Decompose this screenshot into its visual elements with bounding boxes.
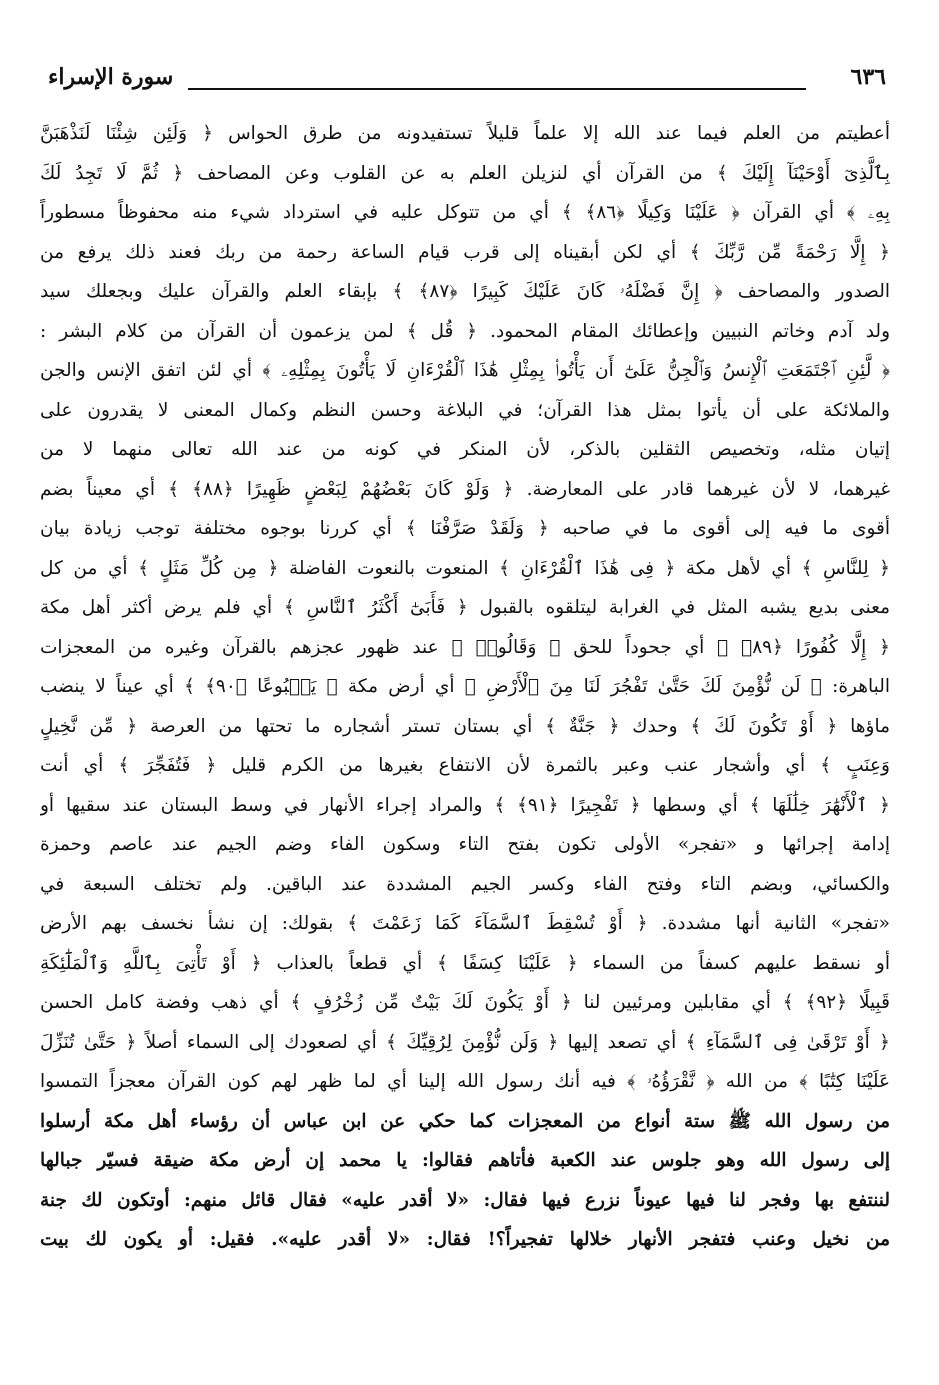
text-line: قَبِيلًا ﴿٩٢﴾ ﴾ أي مقابلين ومرئيين لنا ﴿ أَوْ يَكُونَ لَكَ بَيْتٌ مِّن زُخْرُفٍ ﴾ أي ذهب وفضة كامل الحسن bbox=[40, 992, 890, 1013]
text-line: إتيان مثله، وتخصيص الثقلين بالذكر، لأن المنكر في كونه من عند الله تعالى منهما لا من bbox=[40, 439, 890, 460]
text-line: وَعِنَبٍ ﴾ أي وأشجار عنب وعبر بالثمرة لأن الانتفاع بغيرها من الكرم قليل ﴿ فَتُفَجِّرَ ﴾ أي أنت bbox=[40, 755, 890, 776]
body-text bbox=[40, 114, 890, 1260]
text-line: من نخيل وعنب فتفجر الأنهار خلالها تفجيراً؟! فقال: «لا أقدر عليه». فقيل: أو يكون لك بيت bbox=[40, 1229, 890, 1250]
text-line: أقوى ما فيه إلى أقوى ما في صاحبه ﴿ وَلَقَدْ صَرَّفْنَا ﴾ أي كررنا بوجوه مختلفة توجب زيادة بيان bbox=[40, 518, 890, 539]
text-line: أعطيتم من العلم فيما عند الله إلا علماً قليلاً تستفيدونه من طرق الحواس ﴿ وَلَئِن شِئْنَا لَنَذْهَبَنَّ bbox=[40, 123, 890, 144]
text-line: ﴿ أَوْ تَرْقَىٰ فِى ٱلسَّمَآءِ ﴾ أي تصعد إليها ﴿ وَلَن نُّؤْمِنَ لِرُقِيِّكَ ﴾ أي لصعودك إلى السماء أصلاً ﴿ حَتَّىٰ تُنَزِّلَ bbox=[40, 1031, 890, 1053]
text-line: من رسول الله ﷺ ستة أنواع من المعجزات كما حكي عن ابن عباس أن رؤساء أهل مكة أرسلوا bbox=[40, 1110, 890, 1132]
text-line: غيرهما، لا لأن غيرهما قادر على المعارضة. ﴿ وَلَوْ كَانَ بَعْضُهُمْ لِبَعْضٍ ظَهِيرًا ﴿٨٨﴾ ﴾ أي معيناً بضم bbox=[40, 478, 890, 500]
text-line: إدامة إجرائها و «تفجر» الأولى تكون بفتح التاء وسكون الفاء وضم الجيم عند عاصم وحمزة bbox=[40, 834, 890, 855]
text-line: ماؤها ﴿ أَوْ تَكُونَ لَكَ ﴾ وحدك ﴿ جَنَّةٌ ﴾ أي بستان تستر أشجاره ما تحتها من العرصة ﴿ مِّن نَّخِيلٍ bbox=[40, 715, 890, 737]
text-line: والكسائي، وبضم التاء وفتح الفاء وكسر الجيم المشددة عند الباقين. ولم تختلف السبعة في bbox=[40, 873, 890, 895]
text-line: ﴿ إِلَّا كُفُورًا ﴿٨٩﴾ ﴾ أي جحوداً للحق ﴿ وَقَالُوا۟ ﴾ عند ظهور عجزهم بالقرآن وغيره من المعجزات bbox=[40, 636, 890, 658]
text-line: والملائكة على أن يأتوا بمثل هذا القرآن؛ في البلاغة وحسن النظم وكمال المعنى لا يقدرون على bbox=[40, 399, 890, 421]
text-line: ﴿ لَّئِنِ ٱجْتَمَعَتِ ٱلْإِنسُ وَٱلْجِنُّ عَلَىٰٓ أَن يَأْتُوا۟ بِمِثْلِ هَٰذَا ٱلْقُرْءَانِ لَا يَأْتُونَ بِمِثْلِهِۦ ﴾ أي لئن اتفق الإنس والجن bbox=[40, 360, 890, 381]
text-line: ولد آدم وخاتم النبيين وإعطائك المقام المحمود. ﴿ قُل ﴾ لمن يزعمون أن القرآن من كلام البشر : bbox=[40, 320, 890, 342]
text-line: ﴿ ٱلْأَنْهَٰرَ خِلَٰلَهَا ﴾ أي وسطها ﴿ تَفْجِيرًا ﴿٩١﴾ ﴾ والمراد إجراء الأنهار في وسط البستان عند سقيها أو bbox=[40, 794, 890, 816]
text-line: إلى رسول الله وهو جلوس عند الكعبة فأتاهم فقالوا: يا محمد إن أرض مكة ضيقة فسيّر جبالها bbox=[40, 1150, 890, 1171]
text-line: «تفجر» الثانية أنها مشددة. ﴿ أَوْ تُسْقِطَ ٱلسَّمَآءَ كَمَا زَعَمْتَ ﴾ بقولك: إن نشأ نخسف بهم الأرض bbox=[40, 913, 890, 934]
header-rule bbox=[188, 88, 806, 90]
text-line: عَلَيْنَا كِتَٰبًا ﴾ من الله ﴿ نَّقْرَؤُهُۥ ﴾ فيه أنك رسول الله إلينا أي لما ظهر لهم كون القرآن معجزاً التمسوا bbox=[40, 1071, 890, 1092]
text-line: الصدور والمصاحف ﴿ إِنَّ فَضْلَهُۥ كَانَ عَلَيْكَ كَبِيرًا ﴿٨٧﴾ ﴾ بإبقاء العلم والقرآن عليك وبجعلك سيد bbox=[40, 281, 890, 302]
surah-title: سورة الإسراء bbox=[48, 64, 174, 90]
text-line: معنى بديع يشبه المثل في الغرابة ليتلقوه بالقبول ﴿ فَأَبَىٰٓ أَكْثَرُ ٱلنَّاسِ ﴾ أي فلم يرض أكثر أهل مكة bbox=[40, 597, 890, 618]
text-line: ﴿ إِلَّا رَحْمَةً مِّن رَّبِّكَ ﴾ أي لكن أبقيناه إلى قرب قيام الساعة رحمة من ربك فعند ذلك يرفع من bbox=[40, 241, 890, 263]
text-line: ﴿ لِلنَّاسِ ﴾ أي لأهل مكة ﴿ فِى هَٰذَا ٱلْقُرْءَانِ ﴾ المنعوت بالنعوت الفاضلة ﴿ مِن كُلِّ مَثَلٍ ﴾ أي من كل bbox=[40, 557, 890, 579]
text-line: بِٱلَّذِىٓ أَوْحَيْنَآ إِلَيْكَ ﴾ من القرآن أي لنزيلن العلم به عن القلوب وعن المصاحف ﴿ ثُمَّ لَا تَجِدُ لَكَ bbox=[40, 162, 890, 184]
text-line: أو نسقط عليهم كسفاً من السماء ﴿ عَلَيْنَا كِسَفًا ﴾ أي قطعاً بالعذاب ﴿ أَوْ تَأْتِىَ بِٱللَّهِ وَٱلْمَلَٰٓئِكَةِ bbox=[40, 952, 890, 974]
text-line: الباهرة: ﴿ لَن نُّؤْمِنَ لَكَ حَتَّىٰ تَفْجُرَ لَنَا مِنَ ٱلْأَرْضِ ﴾ أي أرض مكة ﴿ يَنۢبُوعًا ﴿٩٠﴾ ﴾ أي عيناً لا ينضب bbox=[40, 676, 890, 697]
page-number: ٦٣٦ bbox=[850, 64, 886, 90]
page-header bbox=[48, 64, 886, 104]
text-line: بِهِۦ ﴾ أي القرآن ﴿ عَلَيْنَا وَكِيلًا ﴿٨٦﴾ ﴾ أي من تتوكل عليه في استرداد شيء منه محفوظاً مسطوراً bbox=[40, 202, 890, 223]
text-line: لننتفع بها وفجر لنا فيها عيوناً نزرع فيها فقال: «لا أقدر عليه» فقال قائل منهم: أوتكون لك جنة bbox=[40, 1189, 890, 1211]
